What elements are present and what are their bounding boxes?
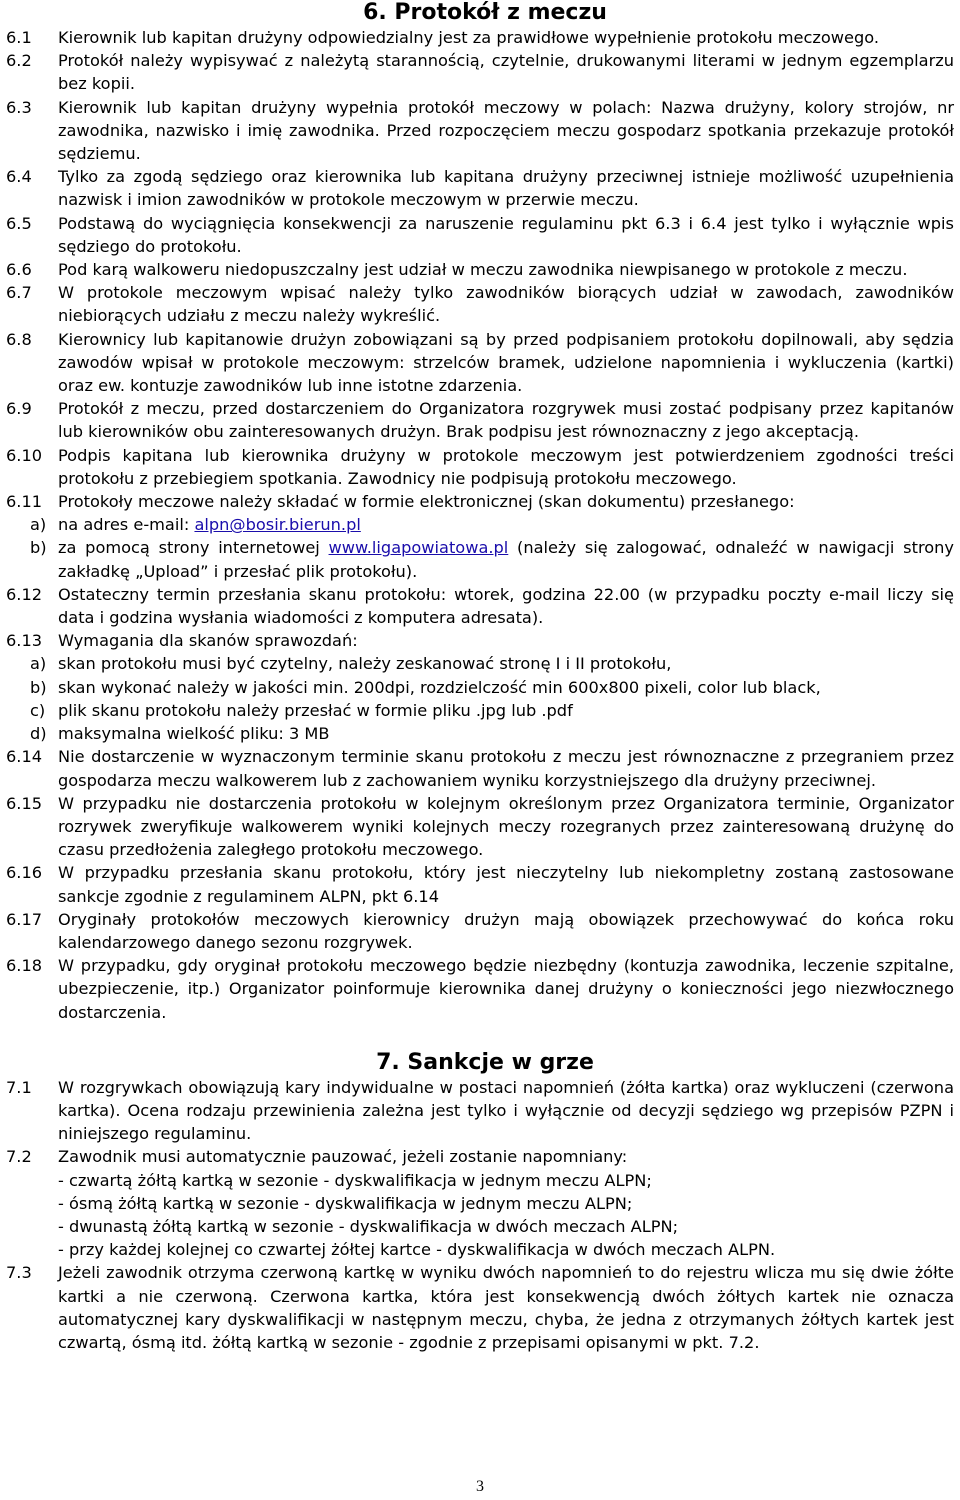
item-text: Protokół z meczu, przed dostarczeniem do Organizatora rozgrywek musi zostać podpisany przez kapitanów lub kierowników obu zainteresowanych drużyn. Brak podpisu jest równoznaczny z jego akceptacją. xyxy=(58,399,954,442)
item-text: Kierownik lub kapitan drużyny wypełnia protokół meczowy w polach: Nazwa drużyny, kolory strojów, nr zawodnika, nazwisko i imię zawodnika. Przed rozpoczęciem meczu gospodarz spotkania przekazuje protokół sędziemu. xyxy=(58,97,954,164)
item-6-10 xyxy=(6,444,954,490)
item-6-2 xyxy=(6,49,954,95)
item-text: Protokoły meczowe należy składać w formie elektronicznej (skan dokumentu) przesłanego: xyxy=(58,492,795,512)
item-6-16 xyxy=(6,861,954,907)
item-text: Oryginały protokołów meczowych kierownicy drużyn mają obowiązek przechowywać do końca roku kalendarzowego danego sezonu rozgrywek. xyxy=(58,909,954,952)
item-number: 7.2 xyxy=(6,1147,32,1167)
item-number: 6.1 xyxy=(6,28,32,47)
subitem-6-13-c xyxy=(6,699,954,722)
subitem-prefix: za pomocą strony internetowej xyxy=(58,538,329,558)
subitem-6-13-a xyxy=(6,652,954,675)
subitem-6-11-b xyxy=(6,536,954,582)
subitem-letter: a) xyxy=(30,654,47,674)
subitem-text: skan wykonać należy w jakości min. 200dpi, rozdzielczość min 600x800 pixeli, color lub black, xyxy=(58,677,821,697)
item-body xyxy=(58,1145,954,1261)
item-number: 6.3 xyxy=(6,97,32,117)
subitem-text: skan protokołu musi być czytelny, należy zeskanować stronę I i II protokołu, xyxy=(58,654,672,674)
subitem-letter: b) xyxy=(30,538,47,558)
item-7-2 xyxy=(6,1145,954,1261)
subitem-letter: a) xyxy=(30,515,47,535)
item-number: 6.14 xyxy=(6,747,43,767)
item-text: W przypadku, gdy oryginał protokołu meczowego będzie niezbędny (kontuzja zawodnika, leczenie szpitalne, ubezpieczenie, itp.) Organizator poinformuje kierownika danej drużyny o konieczności jego niezwłocznego dostarczenia. xyxy=(58,956,954,1022)
item-number: 6.9 xyxy=(6,399,32,419)
item-number: 6.12 xyxy=(6,584,43,604)
item-6-5 xyxy=(6,212,954,258)
penalty-line: - ósmą żółtą kartką w sezonie - dyskwalifikacja w jednym meczu ALPN; xyxy=(58,1193,633,1213)
item-text: Jeżeli zawodnik otrzyma czerwoną kartkę w wyniku dwóch napomnień to do rejestru wlicza mu się dwie żółte kartki a nie czerwoną. Czerwona kartka, która jest konsekwencją dwóch żółtych kartek nie oznacza automatycznej kary dyskwalifikacji w następnym meczu, chyba, że jedna z otrzymanych żółtych kartek jest czwartą, ósmą itd. żółtą kartką w sezonie - zgodnie z przepisami opisanymi w pkt. 7.2. xyxy=(58,1263,954,1352)
penalty-line: - przy każdej kolejnej co czwartej żółtej kartce - dyskwalifikacja w dwóch meczach ALPN. xyxy=(58,1240,776,1260)
item-text: Ostateczny termin przesłania skanu protokołu: wtorek, godzina 22.00 (w przypadku poczty e-mail liczy się data i godzina wysłania wiadomości z komputera adresata). xyxy=(58,584,954,628)
item-number: 6.2 xyxy=(6,51,32,71)
subitem-text: plik skanu protokołu należy przesłać w formie pliku .jpg lub .pdf xyxy=(58,700,573,720)
item-text: Nie dostarczenie w wyznaczonym terminie skanu protokołu z meczu jest równoznaczne z przegraniem przez gospodarza meczu walkowerem lub z zachowaniem wyniku korzystniejszego dla drużyny przeciwnej. xyxy=(58,747,954,790)
item-text: W przypadku nie dostarczenia protokołu w kolejnym określonym przez Organizatora terminie, Organizator rozrywek zweryfikuje walkowerem wyniki kolejnych meczy rozegranych przez zainteresowaną drużynę do czasu przedłożenia zaległego protokołu meczowego. xyxy=(58,793,954,860)
item-text: Protokół należy wypisywać z należytą starannością, czytelnie, drukowanymi literami w jednym egzemplarzu bez kopii. xyxy=(58,51,954,94)
subitem-6-13-d xyxy=(6,722,954,745)
penalty-line: - czwartą żółtą kartką w sezonie - dyskwalifikacja w jednym meczu ALPN; xyxy=(58,1170,652,1190)
item-text: Podpis kapitana lub kierownika drużyny w protokole meczowym jest potwierdzeniem zgodności treści protokołu z przebiegiem spotkania. Zawodnicy nie podpisują protokołu meczowego. xyxy=(58,445,954,488)
item-6-8 xyxy=(6,328,954,398)
item-number: 6.17 xyxy=(6,909,43,929)
page-number: 3 xyxy=(476,1478,484,1495)
item-6-13 xyxy=(6,629,954,652)
section-7-title: 7. Sankcje w grze xyxy=(376,1049,594,1075)
item-text: Wymagania dla skanów sprawozdań: xyxy=(58,631,358,651)
subitem-suffix: (należy się zalogować, odnaleźć w nawigacji strony zakładkę „Upload” i przesłać plik protokołu). xyxy=(58,538,954,581)
item-6-1 xyxy=(6,26,954,49)
website-link[interactable]: www.ligapowiatowa.pl xyxy=(328,538,509,558)
item-number: 6.18 xyxy=(6,956,43,976)
subitem-prefix: na adres e-mail: xyxy=(58,515,195,535)
item-6-4 xyxy=(6,165,954,211)
item-number: 6.11 xyxy=(6,492,43,512)
item-6-11 xyxy=(6,490,954,513)
item-6-17 xyxy=(6,908,954,954)
item-number: 7.3 xyxy=(6,1263,32,1283)
email-link[interactable]: alpn@bosir.bierun.pl xyxy=(194,515,361,535)
item-number: 7.1 xyxy=(6,1077,32,1097)
item-6-12 xyxy=(6,583,954,629)
item-text: Podstawą do wyciągnięcia konsekwencji za naruszenie regulaminu pkt 6.3 i 6.4 jest tylko i wyłącznie wpis sędziego do protokołu. xyxy=(58,213,954,256)
penalty-line: - dwunastą żółtą kartką w sezonie - dyskwalifikacja w dwóch meczach ALPN; xyxy=(58,1216,679,1236)
section-6-title: 6. Protokół z meczu xyxy=(363,0,607,25)
item-number: 6.10 xyxy=(6,445,43,465)
item-number: 6.16 xyxy=(6,863,43,883)
subitem-letter: d) xyxy=(30,724,47,744)
item-text: W protokole meczowym wpisać należy tylko zawodników biorących udział w zawodach, zawodników niebiorących udziału z meczu należy wykreślić. xyxy=(58,283,954,326)
item-number: 6.5 xyxy=(6,213,32,233)
subitem-letter: b) xyxy=(30,677,47,697)
subitem-text xyxy=(58,536,954,582)
item-number: 6.7 xyxy=(6,283,32,303)
item-6-3 xyxy=(6,96,954,166)
subitem-text xyxy=(58,513,954,536)
item-number: 6.15 xyxy=(6,793,43,813)
item-text: Tylko za zgodą sędziego oraz kierownika lub kapitana drużyny przeciwnej istnieje możliwość uzupełnienia nazwisk i imion zawodników w protokole meczowym w przerwie meczu. xyxy=(58,167,954,210)
item-6-9 xyxy=(6,397,954,443)
item-text: Kierownik lub kapitan drużyny odpowiedzialny jest za prawidłowe wypełnienie protokołu meczowego. xyxy=(58,28,879,47)
item-6-7 xyxy=(6,281,954,327)
item-6-6 xyxy=(6,258,954,281)
item-6-14 xyxy=(6,745,954,791)
subitem-6-11-a xyxy=(6,513,954,536)
item-6-15 xyxy=(6,792,954,862)
item-text: Kierownicy lub kapitanowie drużyn zobowiązani są by przed podpisaniem protokołu dopilnowali, aby sędzia zawodów wpisał w protokole meczowym: strzelców bramek, udzielone napomnienia i wykluczenia (kartki) oraz ew. kontuzje zawodników lub inne istotne zdarzenia. xyxy=(58,329,954,396)
item-text: W rozgrywkach obowiązują kary indywidualne w postaci napomnień (żółta kartka) oraz wykluczeni (czerwona kartka). Ocena rodzaju przewinienia zależna jest tylko i wyłącznie od decyzji sędziego wg przepisów PZPN i niniejszego regulaminu. xyxy=(58,1077,954,1144)
item-number: 6.13 xyxy=(6,631,43,651)
subitem-text: maksymalna wielkość pliku: 3 MB xyxy=(58,724,330,744)
item-7-3 xyxy=(6,1261,954,1354)
item-number: 6.8 xyxy=(6,329,32,349)
item-number: 6.4 xyxy=(6,167,32,187)
subitem-6-13-b xyxy=(6,676,954,699)
item-text: Zawodnik musi automatycznie pauzować, jeżeli zostanie napomniany: xyxy=(58,1147,628,1167)
item-7-1 xyxy=(6,1076,954,1146)
item-text: W przypadku przesłania skanu protokołu, który jest nieczytelny lub niekompletny zostaną zastosowane sankcje zgodnie z regulaminem ALPN, pkt 6.14 xyxy=(58,863,954,906)
item-text: Pod karą walkoweru niedopuszczalny jest udział w meczu zawodnika niewpisanego w protokole z meczu. xyxy=(58,260,908,280)
item-number: 6.6 xyxy=(6,260,32,280)
subitem-letter: c) xyxy=(30,700,46,720)
item-6-18 xyxy=(6,954,954,1024)
